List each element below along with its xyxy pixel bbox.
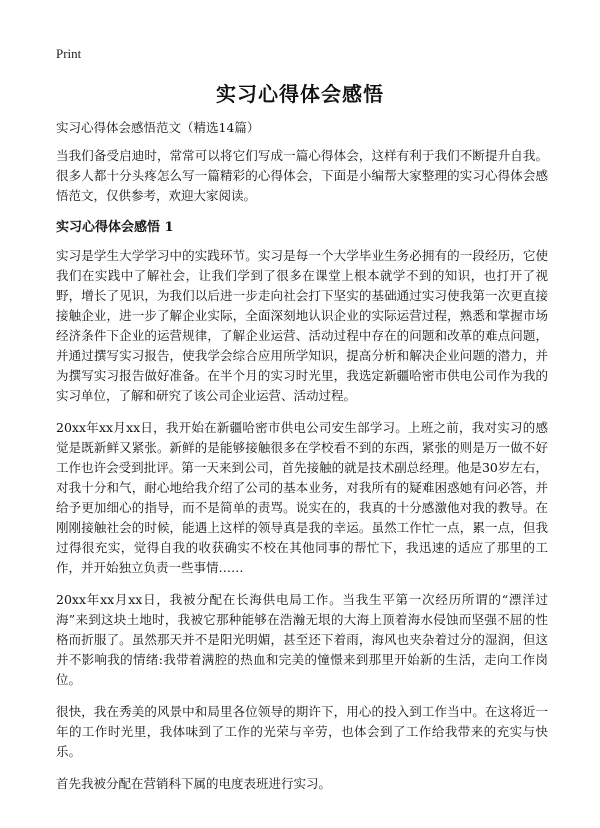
body-paragraph: 首先我被分配在营销科下属的电度表班进行实习。 [56,776,332,791]
body-paragraph: 实习是学生大学学习中的实践环节。实习是每一个大学毕业生务必拥有的一段经历，它使我们在实践中了解社会，让我们学到了很多在课堂上根本就学不到的知识，也打开了视野，增长了见识，为我们以后进一步走向社会打下坚实的基础通过实习使我第一次更直接接触企业，进一步了解企业实际，全面深刻地认识企业的实际运营过程，熟悉和掌握市场经济条件下企业的运营规律，了解企业运营、活动过程中存在的问题和改革的难点问题，并通过撰写实习报告，使我学会综合应用所学知识，提高分析和解决企业问题的潜力，并为撰写实习报告做好准备。在半个月的实习时光里，我选定新疆哈密市供电公司作为我的实习单位，了解和研究了该公司企业运营、活动过程。 [56,248,548,403]
article-body [56,118,548,806]
body-paragraph: 很快，我在秀美的风景中和局里各位领导的期许下，用心的投入到工作当中。在这将近一年的工作时光里，我体味到了工作的光荣与辛劳，也体会到了工作给我带来的充实与快乐。 [56,704,548,759]
article-subtitle: 实习心得体会感悟范文（精选14篇） [56,120,260,135]
body-paragraph: 20xx年xx月xx日，我被分配在长海供电局工作。当我生平第一次经历所谓的“漂洋过海”来到这块土地时，我被它那种能够在浩瀚无垠的大海上顶着海水侵蚀而坚强不屈的性格而折服了。虽然那天并不是阳光明媚，甚至还下着雨，海风也夹杂着过分的湿润，但这并不影响我的情绪:我带着满腔的热血和完美的憧憬来到那里开始新的生活，走向工作岗位。 [56,592,548,687]
print-link[interactable]: Print [56,46,82,61]
body-paragraph: 20xx年xx月xx日，我开始在新疆哈密市供电公司安生部学习。上班之前，我对实习的感觉是既新鲜又紧张。新鲜的是能够接触很多在学校看不到的东西，紧张的则是万一做不好工作也许会受到批评。第一天来到公司，首先接触的就是技术副总经理。他是30岁左右，对我十分和气，耐心地给我介绍了公司的基本业务，对我所有的疑难困惑她有问必答，并给予更加细心的指导，而不是简单的责骂。说实在的，我真的十分感激他对我的教导。在刚刚接触社会的时候，能遇上这样的领导真是我的幸运。虽然工作忙一点，累一点，但我过得很充实，觉得自我的收获确实不校在其他同事的帮忙下，我迅速的适应了那里的工作，并开始独立负责一些事情…… [56,420,548,575]
section-heading: 实习心得体会感悟 1 [56,220,174,235]
page-title: 实习心得体会感悟 [216,82,384,106]
intro-paragraph: 当我们备受启迪时，常常可以将它们写成一篇心得体会，这样有利于我们不断提升自我。很多人都十分头疼怎么写一篇精彩的心得体会，下面是小编帮大家整理的实习心得体会感悟范文，仅供参考，欢迎大家阅读。 [56,148,548,203]
